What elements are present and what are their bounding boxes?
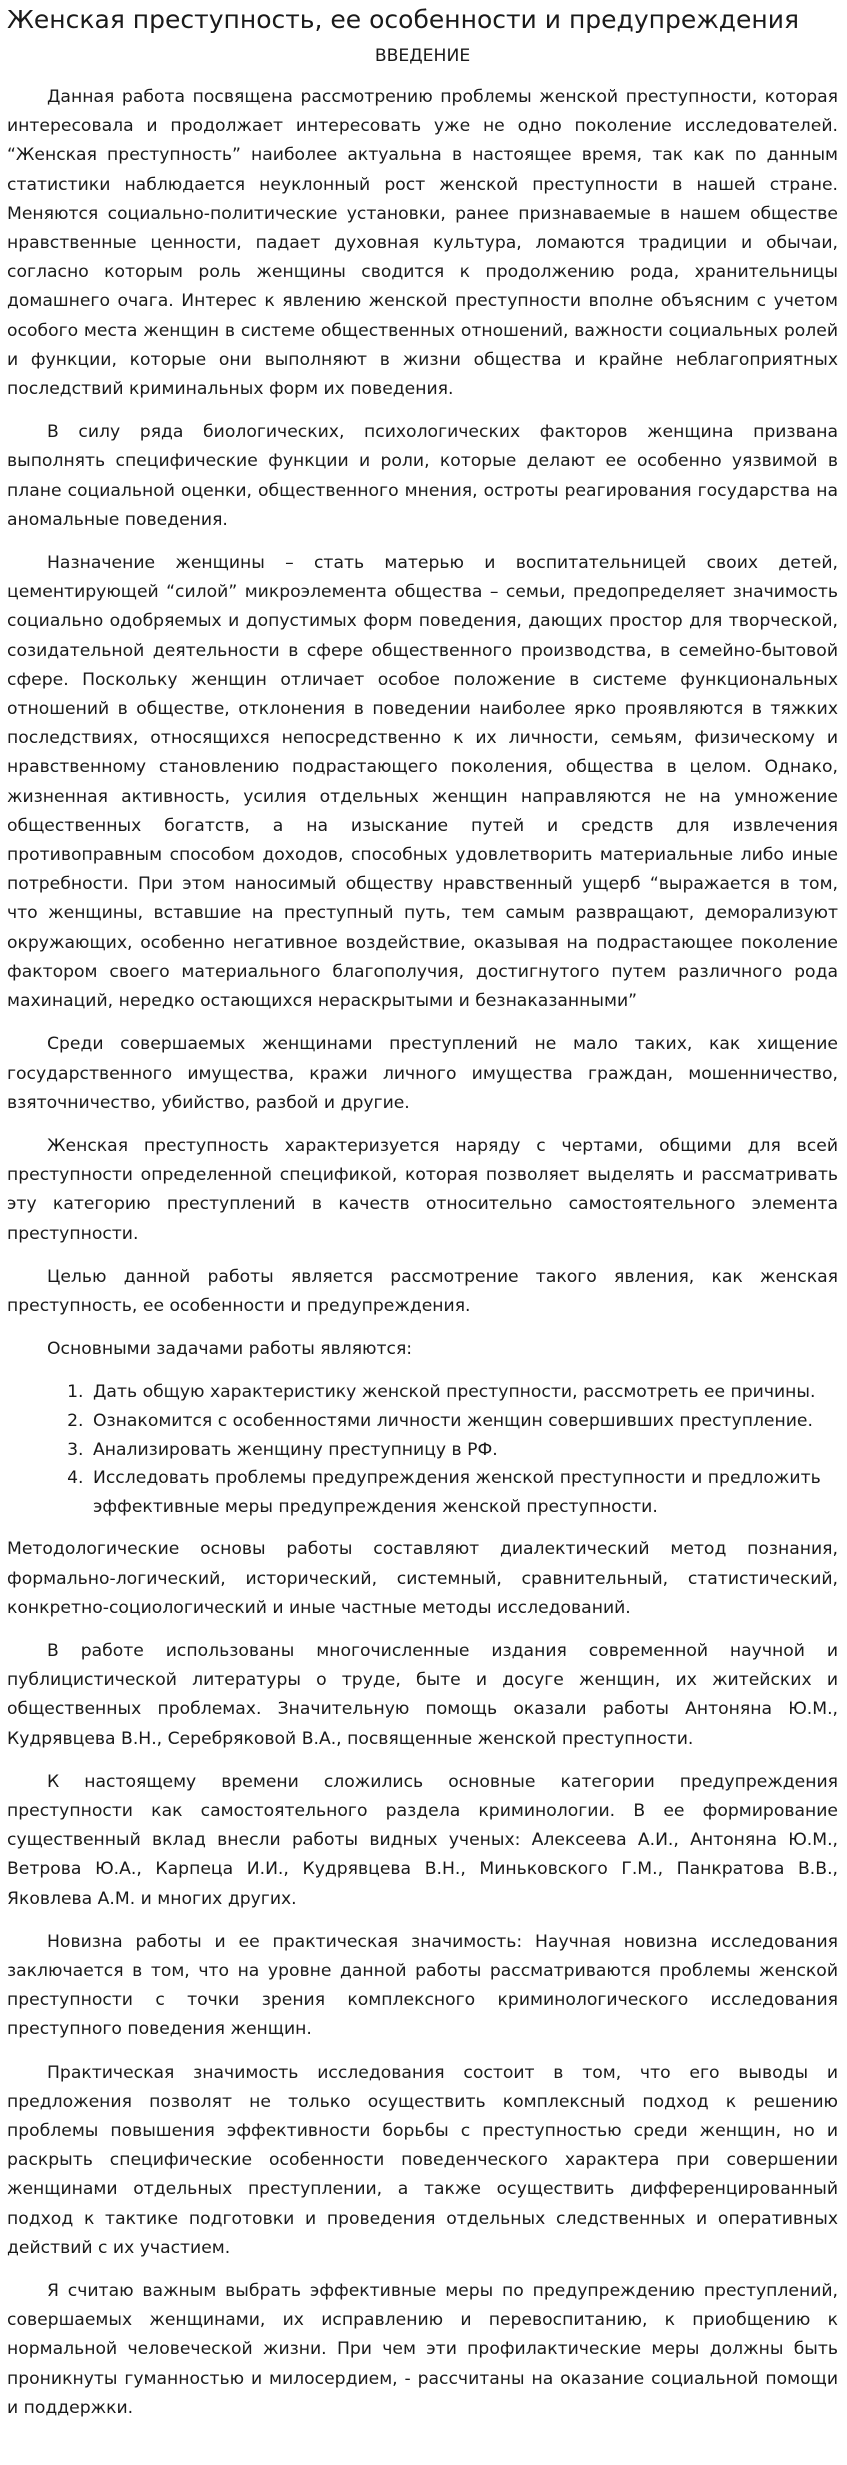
paragraph-specifics: Женская преступность характеризуется наряду с чертами, общими для всей преступности определенной спецификой, которая позволяет выделять и рассматривать эту категорию преступлений в качеств относительно самостоятельного элемента преступности.: [7, 1135, 838, 1244]
paragraph-crime-types: Среди совершаемых женщинами преступлений не мало таких, как хищение государственного имущества, кражи личного имущества граждан, мошенничество, взяточничество, убийство, разбой и другие.: [7, 1034, 838, 1113]
section-heading-introduction: ВВЕДЕНИЕ: [374, 46, 471, 66]
task-item: 2. Ознакомится с особенностями личности женщин совершивших преступление.: [89, 1407, 838, 1436]
paragraph-woman-purpose: Назначение женщины – стать матерью и воспитательницей своих детей, цементирующей “силой” микроэлемента общества – семьи, предопределяет значимость социально одобряемых и допустимых форм поведения, дающих простор для творческой, созидательной деятельности в сфере общественного производства, в семейно-бытовой сфере. Поскольку женщин отличает особое положение в системе функциональных отношений в обществе, отклонения в поведении наиболее ярко проявляются в тяжких последствиях, относящихся непосредственно к их личности, семьям, физическому и нравственному становлению подрастающего поколения, общества в целом. Однако, жизненная активность, усилия отдельных женщин направляются не на умножение общественных богатств, а на изыскание путей и средств для извлечения противоправным способом доходов, способных удовлетворить материальные либо иные потребности. При этом наносимый обществу нравственный ущерб “выражается в том, что женщины, вставшие на преступный путь, тем самым развращают, деморализуют окружающих, особенно негативное воздействие, оказывая на подрастающее поколение фактором своего материального благополучия, достигнутого путем различного рода махинаций, нередко остающихся нераскрытыми и безнаказанными”: [7, 553, 838, 1012]
tasks-intro: Основными задачами работы являются:: [47, 1339, 413, 1360]
document-title: Женская преступность, ее особенности и предупреждения: [7, 5, 800, 34]
paragraph-goal: Целью данной работы является рассмотрение такого явления, как женская преступность, ее особенности и предупреждения.: [7, 1266, 838, 1316]
paragraph-biological-factors: В силу ряда биологических, психологических факторов женщина призвана выполнять специфические функции и роли, которые делают ее особенно уязвимой в плане социальной оценки, общественного мнения, остроты реагирования государства на аномальные поведения.: [7, 422, 838, 530]
paragraph-methodology: Методологические основы работы составляют диалектический метод познания, формально-логический, исторический, системный, сравнительный, статистический, конкретно-социологический и иные частные методы исследований.: [7, 1539, 838, 1618]
paragraph-novelty: Новизна работы и ее практическая значимость: Научная новизна исследования заключается в том, что на уровне данной работы рассматриваются проблемы женской преступности с точки зрения комплексного криминологического исследования преступного поведения женщин.: [7, 1931, 838, 2040]
paragraph-prevention-categories: К настоящему времени сложились основные категории предупреждения преступности как самостоятельного раздела криминологии. В ее формирование существенный вклад внесли работы видных ученых: Алексеева А.И., Антоняна Ю.М., Ветрова Ю.А., Карпеца И.И., Кудрявцева В.Н., Миньковского Г.М., Панкратова В.В., Яковлева А.М. и многих других.: [7, 1771, 838, 1909]
tasks-list: [7, 1378, 838, 1521]
task-item: 3. Анализировать женщину преступницу в РФ.: [89, 1436, 838, 1465]
paragraph-conclusion: Я считаю важным выбрать эффективные меры по предупреждению преступлений, совершаемых женщинами, их исправлению и перевоспитанию, к приобщению к нормальной человеческой жизни. При чем эти профилактические меры должны быть проникнуты гуманностью и милосердием, - рассчитаны на оказание социальной помощи и поддержки.: [7, 2280, 838, 2418]
paragraph-relevance: Данная работа посвящена рассмотрению проблемы женской преступности, которая интересовала и продолжает интересовать уже не одно поколение исследователей. “Женская преступность” наиболее актуальна в настоящее время, так как по данным статистики наблюдается неуклонный рост женской преступности в нашей стране. Меняются социально-политические установки, ранее признаваемые в нашем обществе нравственные ценности, падает духовная культура, ломаются традиции и обычаи, согласно которым роль женщины сводится к продолжению рода, хранительницы домашнего очага. Интерес к явлению женской преступности вполне объясним с учетом особого места женщин в системе общественных отношений, важности социальных ролей и функции, которые они выполняют в жизни общества и крайне неблагоприятных последствий криминальных форм их поведения.: [7, 87, 838, 400]
task-item: 1. Дать общую характеристику женской преступности, рассмотреть ее причины.: [89, 1378, 838, 1407]
paragraph-literature: В работе использованы многочисленные издания современной научной и публицистической литературы о труде, быте и досуге женщин, их житейских и общественных проблемах. Значительную помощь оказали работы Антоняна Ю.М., Кудрявцева В.Н., Серебряковой В.А., посвященные женской преступности.: [7, 1640, 838, 1749]
document-page: [0, 5, 847, 2423]
task-item: 4. Исследовать проблемы предупреждения женской преступности и предложить эффективные меры предупреждения женской преступности.: [89, 1464, 838, 1521]
paragraph-practical-significance: Практическая значимость исследования состоит в том, что его выводы и предложения позволят не только осуществить комплексный подход к решению проблемы повышения эффективности борьбы с преступностью среди женщин, но и раскрыть специфические особенности поведенческого характера при совершении женщинами отдельных преступлении, а также осуществить дифференцированный подход к тактике подготовки и проведения отдельных следственных и оперативных действий с их участием.: [7, 2062, 838, 2258]
